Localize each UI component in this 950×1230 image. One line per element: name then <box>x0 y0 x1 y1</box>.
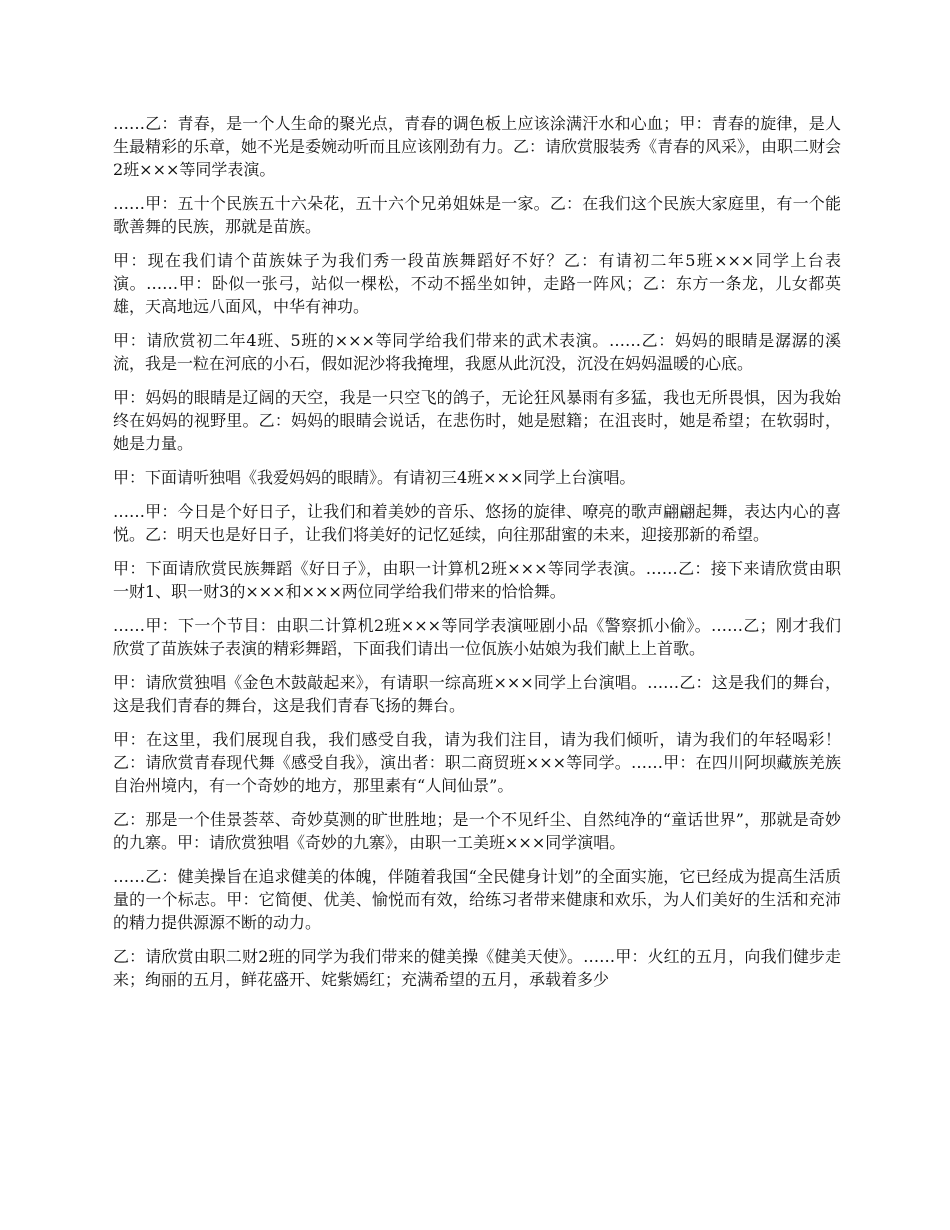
paragraph: 甲：请欣赏初二年4班、5班的×××等同学给我们带来的武术表演。……乙：妈妈的眼睛是潺潺的溪流，我是一粒在河底的小石，假如泥沙将我掩埋，我愿从此沉没，沉没在妈妈温暖的心底。 <box>113 331 841 373</box>
paragraph: ……乙：青春，是一个人生命的聚光点，青春的调色板上应该涂满汗水和心血；甲：青春的旋律，是人生最精彩的乐章，她不光是委婉动听而且应该刚劲有力。乙：请欣赏服装秀《青春的风采》，由职二财会2班×××等同学表演。 <box>113 114 842 179</box>
paragraph: 乙：那是一个佳景荟萃、奇妙莫测的旷世胜地；是一个不见纤尘、自然纯净的“童话世界”，那就是奇妙的九寨。甲：请欣赏独唱《奇妙的九寨》，由职一工美班×××同学演唱。 <box>113 810 841 852</box>
paragraph: 乙：请欣赏由职二财2班的同学为我们带来的健美操《健美天使》。……甲：火红的五月，向我们健步走来；绚丽的五月，鲜花盛开、姹紫嫣红；充满希望的五月，承载着多少 <box>113 947 841 989</box>
paragraph: 甲：下面请欣赏民族舞蹈《好日子》，由职一计算机2班×××等同学表演。……乙：接下来请欣赏由职一财1、职一财3的×××和×××两位同学给我们带来的恰恰舞。 <box>113 559 841 601</box>
document-body <box>113 112 841 1002</box>
paragraph: ……甲：今日是个好日子，让我们和着美妙的音乐、悠扬的旋律、嘹亮的歌声翩翩起舞，表达内心的喜悦。乙：明天也是好日子，让我们将美好的记忆延续，向往那甜蜜的未来，迎接那新的希望。 <box>113 502 841 544</box>
paragraph: ……甲：下一个节目：由职二计算机2班×××等同学表演哑剧小品《警察抓小偷》。……乙；刚才我们欣赏了苗族妹子表演的精彩舞蹈，下面我们请出一位佤族小姑娘为我们献上上首歌。 <box>113 616 841 658</box>
paragraph: 甲：在这里，我们展现自我，我们感受自我，请为我们注目，请为我们倾听，请为我们的年轻喝彩！乙：请欣赏青春现代舞《感受自我》，演出者：职二商贸班×××等同学。……甲：在四川阿坝藏族羌族自治州境内，有一个奇妙的地方，那里素有“人间仙景”。 <box>113 730 841 795</box>
paragraph: ……甲：五十个民族五十六朵花，五十六个兄弟姐妹是一家。乙：在我们这个民族大家庭里，有一个能歌善舞的民族，那就是苗族。 <box>113 194 841 236</box>
paragraph: ……乙：健美操旨在追求健美的体魄，伴随着我国“全民健身计划”的全面实施，它已经成为提高生活质量的一个标志。甲：它简便、优美、愉悦而有效，给练习者带来健康和欢乐，为人们美好的生活和充沛的精力提供源源不断的动力。 <box>113 867 841 932</box>
paragraph: 甲：现在我们请个苗族妹子为我们秀一段苗族舞蹈好不好？乙：有请初二年5班×××同学上台表演。……甲：卧似一张弓，站似一棵松，不动不摇坐如钟，走路一阵风；乙：东方一条龙，儿女都英雄，天高地远八面风，中华有神功。 <box>113 251 841 316</box>
paragraph: 甲：请欣赏独唱《金色木鼓敲起来》，有请职一综高班×××同学上台演唱。……乙：这是我们的舞台，这是我们青春的舞台，这是我们青春飞扬的舞台。 <box>113 673 841 715</box>
paragraph: 甲：下面请听独唱《我爱妈妈的眼睛》。有请初三4班×××同学上台演唱。 <box>113 468 636 487</box>
paragraph: 甲：妈妈的眼睛是辽阔的天空，我是一只空飞的鸽子，无论狂风暴雨有多猛，我也无所畏惧，因为我始终在妈妈的视野里。乙：妈妈的眼睛会说话，在悲伤时，她是慰籍；在沮丧时，她是希望；在软弱时，她是力量。 <box>113 388 841 453</box>
